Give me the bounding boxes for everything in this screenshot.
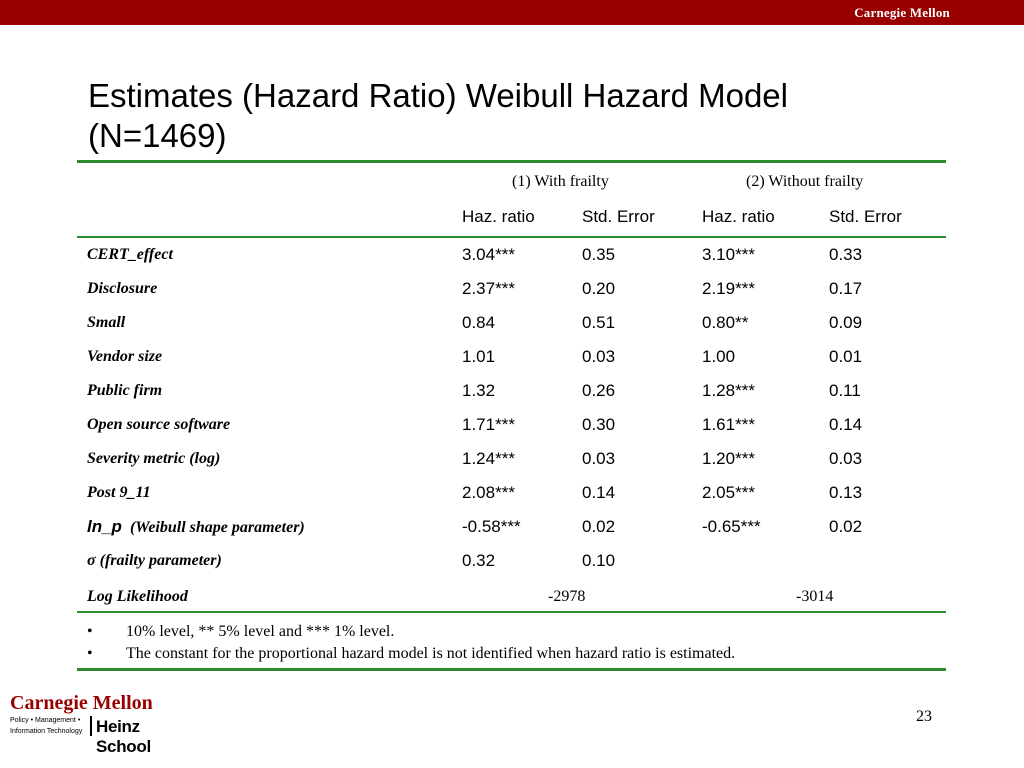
table-cell: 1.20***: [702, 449, 755, 468]
column-header: Haz. ratio: [702, 207, 775, 226]
table-cell: 0.20: [582, 279, 616, 298]
table-cell: 0.11: [829, 381, 861, 400]
column-header: Std. Error: [582, 207, 655, 226]
table-cell: 1.01: [462, 347, 496, 366]
logo-divider: [90, 716, 92, 736]
table-cell: 1.71***: [462, 415, 515, 434]
table-cell: 0.03: [829, 449, 863, 468]
table-cell: 0.51: [582, 313, 616, 332]
table-cell: 1.61***: [702, 415, 755, 434]
row-label: Public firm: [87, 382, 163, 399]
table-cell: 0.13: [829, 483, 863, 502]
group-header-with-frailty: (1) With frailty: [512, 173, 609, 190]
row-label-symbol: ln_p: [87, 517, 122, 536]
table-cell: 2.37***: [462, 279, 515, 298]
note-text: The constant for the proportional hazard model is not identified when hazard ratio is estimated.: [126, 645, 736, 662]
table-cell: -0.58***: [462, 517, 521, 536]
row-label: Open source software: [87, 416, 231, 433]
logo-tagline-line2: Information Technology: [10, 728, 83, 735]
logo-tagline: [10, 715, 82, 737]
table-cell: 0.26: [582, 381, 616, 400]
table-top-rule: [77, 160, 946, 163]
loglik-with-frailty: -2978: [548, 588, 586, 605]
logo-main-text: Carnegie Mellon: [10, 692, 153, 714]
table-cell: 0.80**: [702, 313, 749, 332]
row-label: [87, 517, 305, 538]
group-header-without-frailty: (2) Without frailty: [746, 173, 864, 190]
page-number: 23: [916, 708, 932, 725]
table-cell: 0.09: [829, 313, 863, 332]
table-cell: 2.05***: [702, 483, 755, 502]
table-cell: 3.04***: [462, 245, 515, 264]
note-text: 10% level, ** 5% level and *** 1% level.: [126, 623, 395, 640]
table-bottom-rule: [77, 611, 946, 613]
row-label: CERT_effect: [87, 246, 173, 263]
table-cell: 1.00: [702, 347, 736, 366]
logo-sub: [10, 715, 153, 756]
table-cell: 1.24***: [462, 449, 515, 468]
column-header: Std. Error: [829, 207, 902, 226]
heinz-school-logo: [10, 692, 153, 756]
slide-title-line1: Estimates (Hazard Ratio) Weibull Hazard Model: [88, 77, 788, 114]
slide-title-line2: (N=1469): [88, 117, 227, 154]
row-label: Post 9_11: [87, 484, 151, 501]
row-label: Disclosure: [87, 280, 158, 297]
table-cell: 2.19***: [702, 279, 755, 298]
loglik-without-frailty: -3014: [796, 588, 834, 605]
table-cell: 0.10: [582, 551, 616, 570]
table-cell: 0.02: [582, 517, 616, 536]
row-label: Small: [87, 314, 126, 331]
logo-tagline-line1: Policy • Management •: [10, 717, 81, 724]
row-label: Vendor size: [87, 348, 163, 365]
table-cell: 0.02: [829, 517, 863, 536]
table-header-rule: [77, 236, 946, 238]
row-label: Severity metric (log): [87, 450, 221, 467]
table-cell: 0.03: [582, 347, 616, 366]
bullet-icon: •: [87, 645, 93, 662]
row-label-text: (Weibull shape parameter): [129, 519, 305, 536]
logo-school-name: Heinz School: [96, 717, 151, 756]
table-cell: 1.32: [462, 381, 496, 400]
header-brand: Carnegie Mellon: [854, 5, 950, 20]
row-label: Log Likelihood: [87, 588, 188, 605]
top-banner: [0, 0, 1024, 25]
table-cell: 0.14: [829, 415, 863, 434]
slide-title: [88, 76, 908, 156]
column-header: Haz. ratio: [462, 207, 535, 226]
table-cell: 0.17: [829, 279, 863, 298]
table-cell: 0.30: [582, 415, 616, 434]
table-cell: 1.28***: [702, 381, 755, 400]
table-cell: 0.14: [582, 483, 616, 502]
table-cell: 0.32: [462, 551, 496, 570]
table-cell: 0.01: [829, 347, 863, 366]
notes-bottom-rule: [77, 668, 946, 671]
table-cell: 0.33: [829, 245, 863, 264]
table-cell: 2.08***: [462, 483, 515, 502]
table-cell: 3.10***: [702, 245, 755, 264]
table-cell: 0.84: [462, 313, 496, 332]
bullet-icon: •: [87, 623, 93, 640]
table-cell: 0.35: [582, 245, 616, 264]
table-cell: 0.03: [582, 449, 616, 468]
row-label: σ (frailty parameter): [87, 552, 222, 569]
table-cell: -0.65***: [702, 517, 761, 536]
